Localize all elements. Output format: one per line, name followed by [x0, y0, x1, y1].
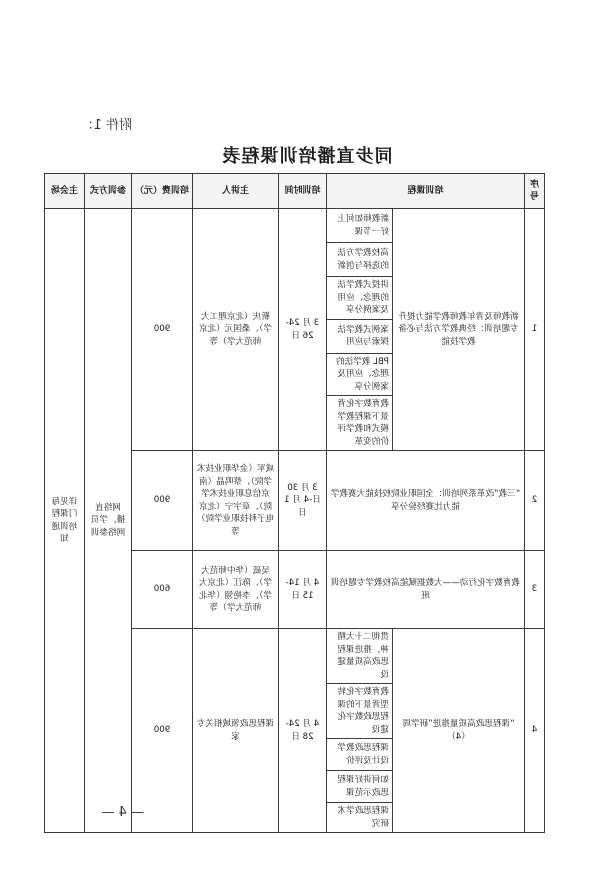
row3-fee: 600	[131, 551, 192, 629]
row3-time: 4 月 14-15 日	[278, 551, 326, 629]
attachment-label: 附件 1：	[80, 118, 132, 133]
row1-seq: 1	[525, 209, 545, 451]
header-mode: 参训方式	[84, 174, 131, 209]
row2-fee: 900	[131, 451, 192, 551]
row1-sub-2: 高校教学方法的选择与创新	[326, 243, 392, 277]
row4-topic: “课程思政高质量推进”研学周（4）	[393, 629, 525, 833]
document-title: 同步直播培训课程表	[221, 146, 393, 167]
row4-sub-3: 课程思政教学设计及评价	[326, 739, 392, 771]
row4-sub-1: 贯彻二十大精神，推进课程思政高质量建设	[326, 629, 392, 684]
table-row	[44, 209, 544, 243]
row1-sub-1: 新教师如何上好一节课	[326, 209, 392, 243]
row1-sub-4: 案例式教学法探索与应用	[326, 319, 392, 353]
header-seq: 序号	[525, 174, 545, 209]
mode-cell: 网络直播，学员网络参训	[84, 209, 131, 833]
row4-sub-2: 教育数字化转型背景下的课程思政数字化建设	[326, 684, 392, 739]
row2-seq: 2	[525, 451, 545, 551]
row4-sub-4: 如何讲好课程思政示范课	[326, 771, 392, 803]
header-fee: 培训费（元）	[131, 174, 192, 209]
row1-sub-5: PBL 教学法的理念、应用及案例分享	[326, 353, 392, 396]
row4-fee: 900	[131, 629, 192, 833]
row2-lecturer: 咸军（金华职业技术学院）、蔡鸣晶（南京信息职业技术学院）、章宇宁（北京电子科技职业学院）等	[192, 451, 278, 551]
row3-topic: 教育数字化行动——大数据赋能高校教学专题培训班	[326, 551, 524, 629]
row3-lecturer: 吴砥（华中师范大学）、陈江（北京大学）、李艳翎（华北师范大学）等	[192, 551, 278, 629]
header-time: 培训时间	[278, 174, 326, 209]
row1-time: 3 月 24-26 日	[278, 209, 326, 451]
header-course: 培训课程	[326, 174, 524, 209]
header-venue: 主会场	[44, 174, 84, 209]
page-number: — 4 —	[101, 805, 144, 820]
header-lecturer: 主讲人	[192, 174, 278, 209]
row4-seq: 4	[525, 629, 545, 833]
row1-sub-6: 教育数字化背景下课程教学模式和教学评价的变革	[326, 396, 392, 451]
row1-topic: 新教师及青年教师教学能力提升专题培训：经典教学方法与必备教学技能	[393, 209, 525, 451]
row2-topic: “三教”改革系列培训：全国职业院校技能大赛教学能力比赛经验分享	[326, 451, 524, 551]
row4-sub-5: 课程思政学术研究	[326, 803, 392, 833]
row1-fee: 900	[131, 209, 192, 451]
row1-lecturer: 靳庆（北京理工大学）、桑国元（北京师范大学）等	[192, 209, 278, 451]
row2-time: 3 月 30 日-4 月 1 日	[278, 451, 326, 551]
row1-sub-3: 讲授式教学法的理念、应用及案例分享	[326, 277, 392, 320]
venue-cell: 详见每门课程培训通知	[44, 209, 84, 833]
row3-seq: 3	[525, 551, 545, 629]
schedule-table	[44, 173, 545, 833]
row4-lecturer: 课程思政领域相关专家	[192, 629, 278, 833]
header-row	[44, 174, 544, 209]
row4-time: 4 月 24-28 日	[278, 629, 326, 833]
